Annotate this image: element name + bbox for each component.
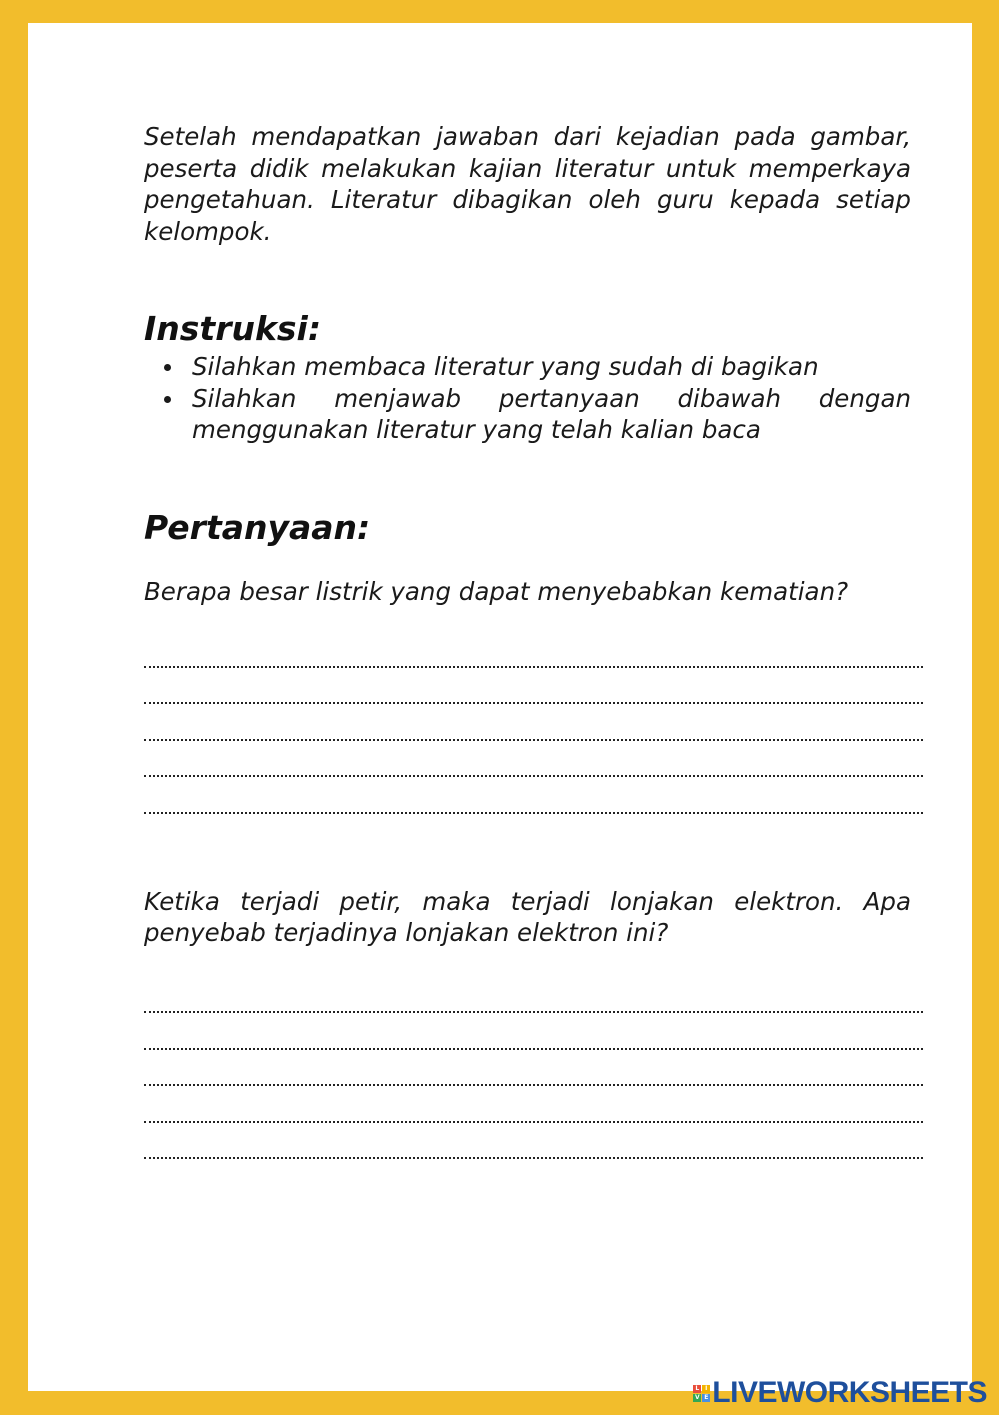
answer-line[interactable]	[144, 755, 923, 792]
worksheet-content	[144, 121, 911, 1173]
logo-mark-cell: E	[704, 1393, 709, 1401]
answer-line[interactable]	[144, 991, 923, 1028]
answer-line[interactable]	[144, 718, 923, 755]
logo-text: LIVEWORKSHEETS	[712, 1376, 987, 1409]
answer-line[interactable]	[144, 791, 923, 828]
instruction-text: Silahkan menjawab pertanyaan dibawah dengan menggunakan literatur yang telah kalian baca	[192, 383, 911, 444]
instructions-list	[144, 351, 911, 446]
answer-line[interactable]	[144, 645, 923, 682]
bullet-icon	[164, 396, 171, 403]
instruction-item	[192, 351, 911, 383]
logo-mark-cell: V	[694, 1393, 700, 1401]
bullet-icon	[164, 364, 171, 371]
answer-area-1	[144, 645, 923, 828]
questions-heading: Pertanyaan:	[144, 507, 371, 547]
question-2-text: Ketika terjadi petir, maka terjadi lonjakan elektron. Apa penyebab terjadinya lonjakan elektron ini?	[144, 886, 911, 947]
answer-line[interactable]	[144, 1027, 923, 1064]
instruction-item	[192, 383, 911, 446]
liveworksheets-logo	[693, 1376, 987, 1410]
instructions-heading: Instruksi:	[144, 309, 322, 348]
logo-mark-cell: I	[702, 1385, 710, 1393]
answer-area-2	[144, 991, 923, 1174]
answer-line[interactable]	[144, 1100, 923, 1137]
question-1-text: Berapa besar listrik yang dapat menyebabkan kematian?	[144, 576, 849, 606]
intro-paragraph: Setelah mendapatkan jawaban dari kejadian pada gambar, peserta didik melakukan kajian literatur untuk memperkaya pengetahuan. Literatur dibagikan oleh guru kepada setiap kelompok.	[144, 122, 911, 246]
answer-line[interactable]	[144, 1137, 923, 1174]
logo-mark-cell: L	[693, 1385, 701, 1393]
answer-line[interactable]	[144, 1064, 923, 1101]
logo-mark-icon	[693, 1385, 710, 1402]
instruction-text: Silahkan membaca literatur yang sudah di bagikan	[192, 352, 819, 381]
answer-line[interactable]	[144, 682, 923, 719]
worksheet-page	[28, 23, 972, 1391]
